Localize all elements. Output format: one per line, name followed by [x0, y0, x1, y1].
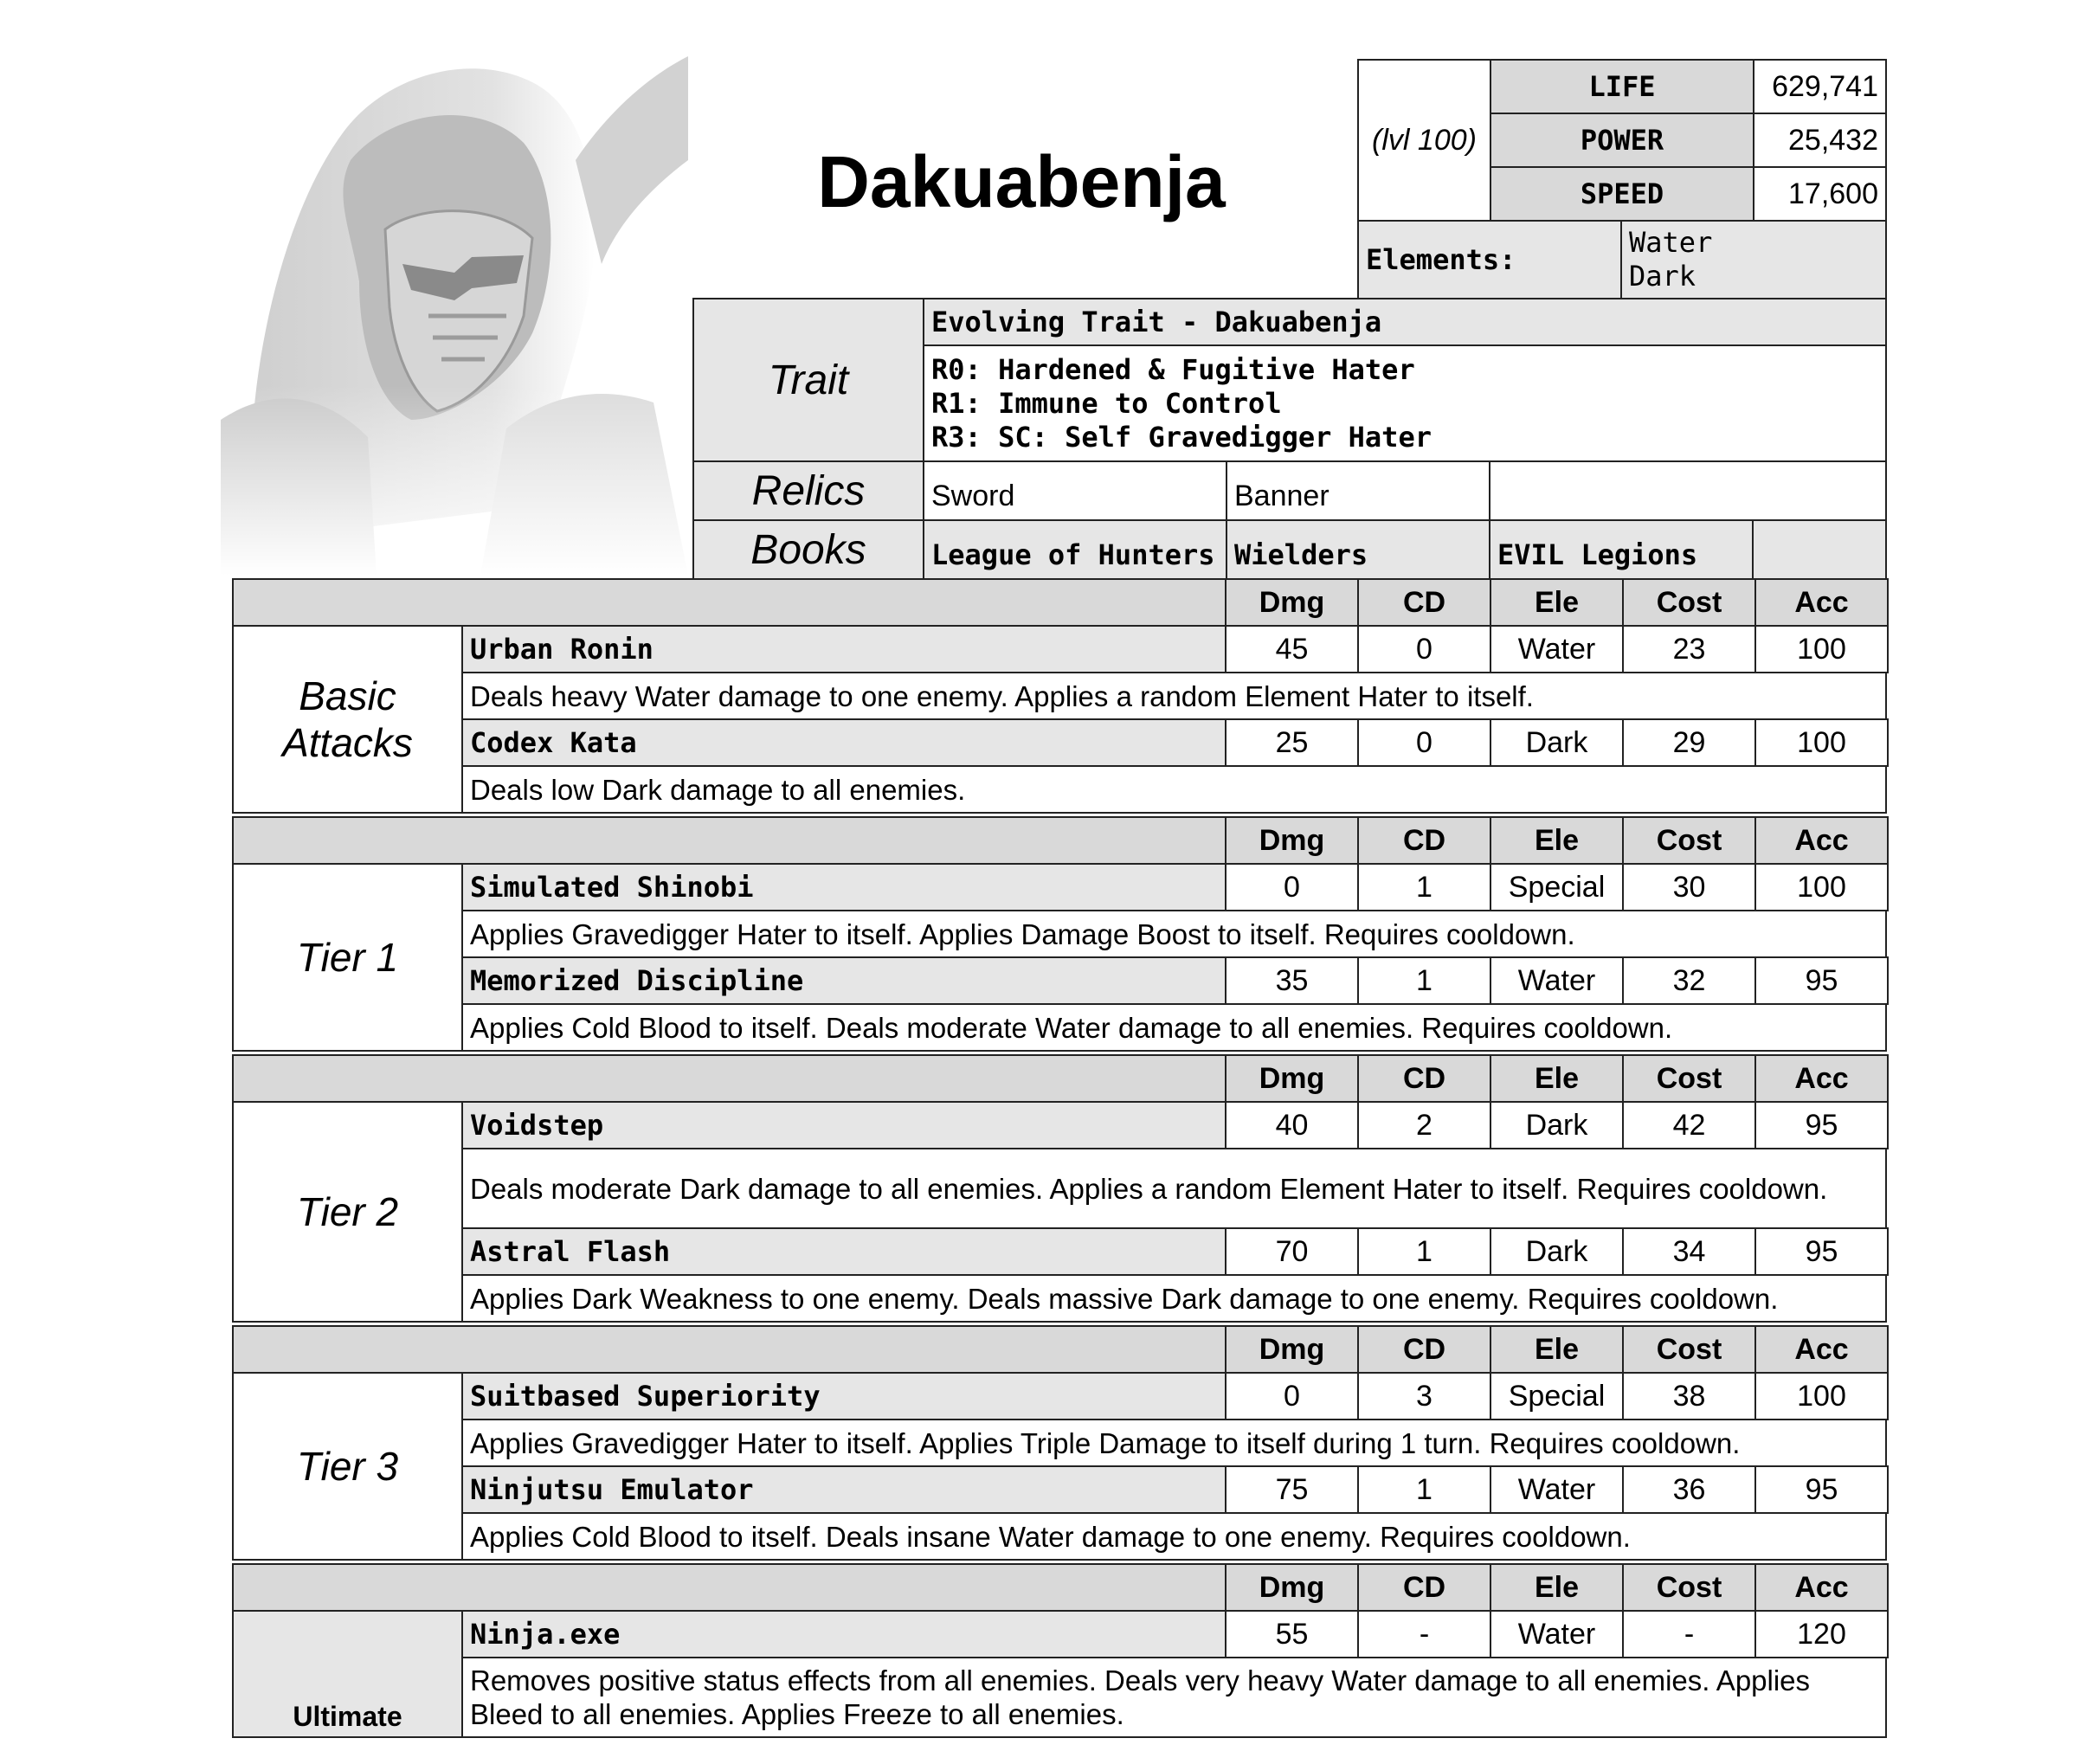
skill-acc: 100 — [1754, 718, 1889, 767]
skill-cd: 3 — [1357, 1372, 1491, 1420]
skill-cd: 1 — [1357, 1227, 1491, 1276]
section-header-bar — [232, 816, 1226, 865]
skill-name: Ninja.exe — [461, 1610, 1226, 1658]
skill-cd: 0 — [1357, 718, 1491, 767]
column-header-cd: CD — [1357, 816, 1491, 865]
hero-name: Dakuabenja — [817, 140, 1226, 222]
skill-acc: 95 — [1754, 1465, 1889, 1514]
stat-label-life: LIFE — [1490, 59, 1754, 114]
skill-cd: 2 — [1357, 1101, 1491, 1149]
skill-cost: 29 — [1622, 718, 1756, 767]
skill-dmg: 0 — [1225, 1372, 1359, 1420]
hooded-ninja-illustration — [221, 56, 688, 576]
column-header-ele: Ele — [1490, 816, 1624, 865]
column-header-cost: Cost — [1622, 1325, 1756, 1374]
skill-description: Applies Cold Blood to itself. Deals insane Water damage to one enemy. Requires cooldown. — [461, 1512, 1887, 1561]
column-header-cd: CD — [1357, 1054, 1491, 1103]
skill-cost: 23 — [1622, 625, 1756, 673]
stat-value-speed: 17,600 — [1753, 166, 1887, 222]
skill-acc: 100 — [1754, 1372, 1889, 1420]
skill-acc: 95 — [1754, 956, 1889, 1005]
skill-description: Applies Gravedigger Hater to itself. Applies Damage Boost to itself. Requires cooldown. — [461, 910, 1887, 958]
trait-rank-1: R1: Immune to Control — [931, 386, 1282, 420]
skill-name: Simulated Shinobi — [461, 863, 1226, 911]
stat-value-power: 25,432 — [1753, 113, 1887, 168]
skill-ele: Dark — [1490, 718, 1624, 767]
skill-acc: 95 — [1754, 1227, 1889, 1276]
section-header-bar — [232, 1325, 1226, 1374]
skill-ele: Special — [1490, 863, 1624, 911]
skill-cd: 1 — [1357, 863, 1491, 911]
book-empty — [1752, 519, 1887, 580]
skill-cd: 1 — [1357, 956, 1491, 1005]
section-label: Tier 1 — [232, 863, 463, 1052]
section-label: Tier 2 — [232, 1101, 463, 1323]
skill-ele: Water — [1490, 1610, 1624, 1658]
trait-ranks — [923, 344, 1887, 462]
skill-name: Codex Kata — [461, 718, 1226, 767]
skill-description: Deals heavy Water damage to one enemy. Applies a random Element Hater to itself. — [461, 672, 1887, 720]
book-wielders: Wielders — [1226, 519, 1490, 580]
skill-cost: 36 — [1622, 1465, 1756, 1514]
trait-rank-2: R3: SC: Self Gravedigger Hater — [931, 420, 1432, 454]
skill-ele: Water — [1490, 625, 1624, 673]
skill-name: Suitbased Superiority — [461, 1372, 1226, 1420]
skill-ele: Water — [1490, 956, 1624, 1005]
column-header-cd: CD — [1357, 578, 1491, 627]
column-header-acc: Acc — [1754, 1563, 1889, 1612]
column-header-dmg: Dmg — [1225, 1325, 1359, 1374]
section-label: Basic Attacks — [232, 625, 463, 814]
relic-empty — [1489, 460, 1887, 521]
relic-banner: Banner — [1226, 460, 1490, 521]
element-dark: Dark — [1629, 260, 1696, 293]
level-label: (lvl 100) — [1357, 59, 1491, 222]
skill-ele: Water — [1490, 1465, 1624, 1514]
skill-dmg: 45 — [1225, 625, 1359, 673]
skill-description: Applies Gravedigger Hater to itself. Applies Triple Damage to itself during 1 turn. Requires cooldown. — [461, 1419, 1887, 1467]
skill-acc: 100 — [1754, 625, 1889, 673]
skill-dmg: 0 — [1225, 863, 1359, 911]
trait-title: Evolving Trait - Dakuabenja — [923, 298, 1887, 346]
column-header-cost: Cost — [1622, 1054, 1756, 1103]
skill-cost: 30 — [1622, 863, 1756, 911]
skill-description: Applies Cold Blood to itself. Deals moderate Water damage to all enemies. Requires cooldown. — [461, 1003, 1887, 1052]
column-header-cost: Cost — [1622, 578, 1756, 627]
stat-value-life: 629,741 — [1753, 59, 1887, 114]
skill-name: Astral Flash — [461, 1227, 1226, 1276]
skill-name: Urban Ronin — [461, 625, 1226, 673]
stat-label-power: POWER — [1490, 113, 1754, 168]
column-header-ele: Ele — [1490, 1054, 1624, 1103]
stat-label-speed: SPEED — [1490, 166, 1754, 222]
skill-description: Deals low Dark damage to all enemies. — [461, 765, 1887, 814]
column-header-dmg: Dmg — [1225, 578, 1359, 627]
column-header-cd: CD — [1357, 1325, 1491, 1374]
books-label: Books — [692, 519, 924, 580]
column-header-dmg: Dmg — [1225, 1054, 1359, 1103]
elements-value — [1620, 220, 1887, 299]
relic-sword: Sword — [923, 460, 1227, 521]
skill-cost: - — [1622, 1610, 1756, 1658]
skill-acc: 120 — [1754, 1610, 1889, 1658]
section-label: Ultimate — [232, 1610, 463, 1738]
skill-dmg: 75 — [1225, 1465, 1359, 1514]
hero-portrait — [221, 56, 688, 576]
column-header-dmg: Dmg — [1225, 816, 1359, 865]
skill-ele: Dark — [1490, 1227, 1624, 1276]
column-header-ele: Ele — [1490, 1325, 1624, 1374]
skill-description: Deals moderate Dark damage to all enemies. Applies a random Element Hater to itself. Requires cooldown. — [461, 1148, 1887, 1229]
column-header-acc: Acc — [1754, 1054, 1889, 1103]
relics-label: Relics — [692, 460, 924, 521]
skill-cost: 38 — [1622, 1372, 1756, 1420]
skill-name: Ninjutsu Emulator — [461, 1465, 1226, 1514]
skill-acc: 95 — [1754, 1101, 1889, 1149]
skill-cd: 0 — [1357, 625, 1491, 673]
column-header-ele: Ele — [1490, 578, 1624, 627]
skill-acc: 100 — [1754, 863, 1889, 911]
skill-dmg: 70 — [1225, 1227, 1359, 1276]
column-header-ele: Ele — [1490, 1563, 1624, 1612]
skill-dmg: 35 — [1225, 956, 1359, 1005]
element-water: Water — [1629, 226, 1713, 259]
column-header-cost: Cost — [1622, 816, 1756, 865]
trait-rank-0: R0: Hardened & Fugitive Hater — [931, 352, 1415, 386]
column-header-cd: CD — [1357, 1563, 1491, 1612]
column-header-cost: Cost — [1622, 1563, 1756, 1612]
section-label: Tier 3 — [232, 1372, 463, 1561]
column-header-acc: Acc — [1754, 1325, 1889, 1374]
skill-description: Applies Dark Weakness to one enemy. Deals massive Dark damage to one enemy. Requires cooldown. — [461, 1274, 1887, 1323]
elements-label: Elements: — [1357, 220, 1622, 299]
skill-cd: 1 — [1357, 1465, 1491, 1514]
skill-dmg: 40 — [1225, 1101, 1359, 1149]
book-league-of-hunters: League of Hunters — [923, 519, 1227, 580]
skill-ele: Dark — [1490, 1101, 1624, 1149]
skill-description: Removes positive status effects from all enemies. Deals very heavy Water damage to all enemies. Applies Bleed to all enemies. Applies Freeze to all enemies. — [461, 1657, 1887, 1738]
skill-name: Voidstep — [461, 1101, 1226, 1149]
column-header-acc: Acc — [1754, 816, 1889, 865]
trait-label: Trait — [692, 298, 924, 462]
skill-name: Memorized Discipline — [461, 956, 1226, 1005]
column-header-dmg: Dmg — [1225, 1563, 1359, 1612]
skill-cost: 34 — [1622, 1227, 1756, 1276]
skill-dmg: 25 — [1225, 718, 1359, 767]
skill-dmg: 55 — [1225, 1610, 1359, 1658]
section-header-bar — [232, 578, 1226, 627]
skill-cost: 32 — [1622, 956, 1756, 1005]
section-header-bar — [232, 1054, 1226, 1103]
skill-ele: Special — [1490, 1372, 1624, 1420]
section-header-bar — [232, 1563, 1226, 1612]
skill-cd: - — [1357, 1610, 1491, 1658]
column-header-acc: Acc — [1754, 578, 1889, 627]
skill-cost: 42 — [1622, 1101, 1756, 1149]
book-evil-legions: EVIL Legions — [1489, 519, 1754, 580]
